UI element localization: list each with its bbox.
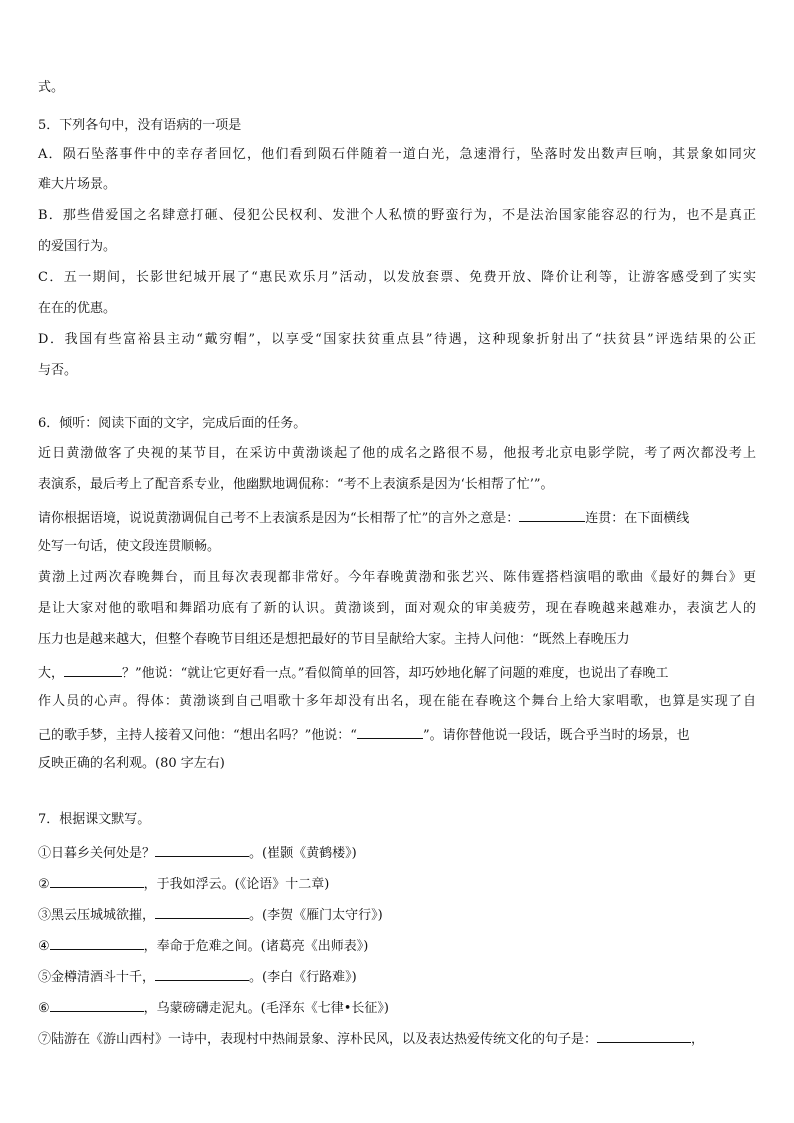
dictation-source: ，乌蒙磅礴走泥丸。(毛泽东《七律•长征》) [143,1001,389,1016]
dictation-text: ② [38,877,50,892]
dictation-source: 。(崔颢《黄鹤楼》) [249,846,357,861]
text-line: 式。 [38,80,65,95]
option-a-line: 难大片场景。 [38,177,117,192]
dictation-item [38,967,357,986]
question-7-stem: 7．根据课文默写。 [38,812,151,827]
dictation-item [38,905,383,924]
question-5-stem: 5．下列各句中，没有语病的一项是 [38,118,242,133]
dictation-item [38,998,389,1017]
dictation-source: ，奉命于危难之间。(诸葛亮《出师表》) [143,939,369,954]
answer-blank[interactable] [155,843,249,857]
answer-blank[interactable] [155,905,249,919]
prompt-line: 处写一句话，使文段连贯顺畅。 [38,539,221,554]
dictation-item [38,936,368,955]
answer-blank[interactable] [519,508,585,522]
passage-line: 反映正确的名利观。(80 字左右) [38,756,225,771]
option-b-line: 的爱国行为。 [38,239,117,254]
passage-line: 表演系，最后考上了配音系专业，他幽默地调侃称：“考不上表演系是因为‘长相帮了忙’”。 [38,477,554,492]
answer-blank[interactable] [155,967,249,981]
dictation-text: ⑥ [38,1001,50,1016]
passage-line: 作人员的心声。得体：黄渤谈到自己唱歌十多年却没有出名，现在能在春晚这个舞台上给大家唱歌，也算是实现了自 [38,694,756,709]
dictation-text: ①日暮乡关何处是？ [38,846,156,861]
dictation-source: 。(李白《行路难》) [249,970,357,985]
answer-blank[interactable] [357,725,423,739]
prompt-text: 连贯：在下面横线 [585,511,690,526]
dictation-text: ⑤金樽清酒斗十千， [38,970,156,985]
prompt-text: 请你根据语境，说说黄渤调侃自己考不上表演系是因为“长相帮了忙”的言外之意是： [38,511,520,526]
answer-blank[interactable] [50,936,144,950]
passage-line: 是让大家对他的歌唱和舞蹈功底有了新的认识。黄渤谈到，面对观众的审美疲劳，现在春晚越来越难办，表演艺人的 [38,601,756,616]
passage-text: 己的歌手梦，主持人接着又问他：“想出名吗？”他说：“ [38,728,357,743]
dictation-source: ，于我如浮云。(《论语》十二章) [143,877,330,892]
passage-line [38,725,690,744]
option-b-line: B．那些借爱国之名肆意打砸、侵犯公民权利、发泄个人私愤的野蛮行为，不是法治国家能容忍的行为，也不是真正 [38,208,756,223]
passage-line: 压力也是越来越大，但整个春晚节目组还是想把最好的节目呈献给大家。主持人问他：“既然上春晚压力 [38,632,630,647]
question-6-stem: 6．倾听：阅读下面的文字，完成后面的任务。 [38,416,307,431]
prompt-line [38,508,689,527]
answer-blank[interactable] [50,998,144,1012]
answer-blank[interactable] [597,1029,691,1043]
answer-blank[interactable] [50,874,144,888]
answer-blank[interactable] [64,663,122,677]
passage-text: 大， [38,666,65,681]
passage-text: ？”他说：“就让它更好看一点。”看似简单的回答，却巧妙地化解了问题的难度，也说出了春晚工 [122,666,669,681]
dictation-source: 。(李贺《雁门太守行》) [249,908,383,923]
dictation-text: ③黑云压城城欲摧， [38,908,156,923]
option-c-line: 在在的优惠。 [38,301,117,316]
passage-line: 近日黄渤做客了央视的某节目，在采访中黄渤谈起了他的成名之路很不易，他报考北京电影学院，考了两次都没考上 [38,446,756,461]
dictation-item [38,843,357,862]
passage-line: 黄渤上过两次春晚舞台，而且每次表现都非常好。今年春晚黄渤和张艺兴、陈伟霆搭档演唱的歌曲《最好的舞台》更 [38,570,756,585]
dictation-text: ④ [38,939,50,954]
option-d-line: 与否。 [38,363,78,378]
passage-text: ”。请你替他说一段话，既合乎当时的场景，也 [422,728,690,743]
option-c-line: C．五一期间，长影世纪城开展了“惠民欢乐月”活动，以发放套票、免费开放、降价让利等，让游客感受到了实实 [38,270,756,285]
option-d-line: D．我国有些富裕县主动“戴穷帽”，以享受“国家扶贫重点县”待遇，这种现象折射出了“扶贫县”评选结果的公正 [38,332,756,347]
passage-line [38,663,668,682]
dictation-text: ， [691,1032,705,1047]
option-a-line: A．陨石坠落事件中的幸存者回忆，他们看到陨石伴随着一道白光，急速滑行，坠落时发出数声巨响，其景象如同灾 [38,147,756,162]
dictation-text: ⑦陆游在《游山西村》一诗中，表现村中热闹景象、淳朴民风，以及表达热爱传统文化的句子是： [38,1032,598,1047]
dictation-item [38,1029,704,1048]
dictation-item [38,874,329,893]
